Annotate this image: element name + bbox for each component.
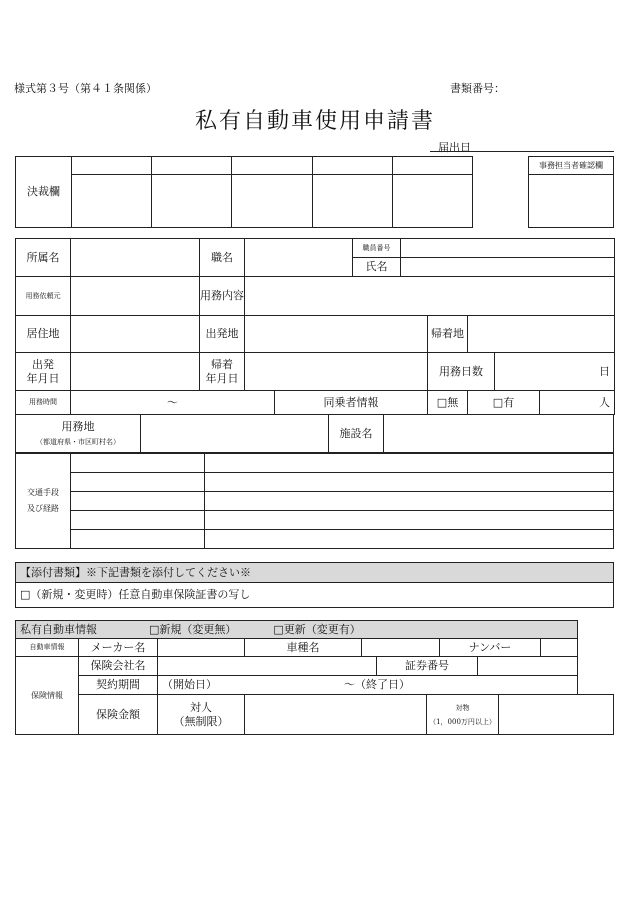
return-date-label: 帰着 年月日 [200, 353, 245, 391]
car-info-label: 自動車情報 [16, 639, 79, 657]
document-number-label: 書類番号： [450, 82, 505, 95]
name-field[interactable] [401, 258, 615, 277]
dept-label: 所属名 [16, 239, 71, 277]
transport-mode-field[interactable] [71, 529, 205, 548]
approval-stamp-header [232, 157, 312, 175]
requester-label: 用務依頼元 [16, 277, 71, 316]
dept-field[interactable] [71, 239, 200, 277]
approval-stamp-header [312, 157, 392, 175]
amount-label: 保険金額 [79, 695, 158, 735]
new-checkbox[interactable]: □新規（変更無） [149, 622, 237, 636]
time-label: 用務時間 [16, 391, 71, 415]
approval-stamp-header [392, 157, 472, 175]
maker-label: メーカー名 [79, 639, 158, 657]
approval-stamp-box[interactable] [312, 175, 392, 228]
facility-label: 施設名 [329, 415, 384, 453]
staff-check-label: 事務担当者確認欄 [529, 157, 614, 175]
requester-field[interactable] [71, 277, 200, 316]
approval-stamp-header [72, 157, 152, 175]
staff-number-label: 職員番号 [353, 239, 401, 258]
departure-date-label: 出発 年月日 [16, 353, 71, 391]
page-title: 私有自動車使用申請書 [194, 109, 435, 134]
approval-label: 決裁欄 [16, 157, 72, 228]
location-field[interactable] [141, 415, 329, 453]
time-field[interactable]: 〜 [71, 391, 275, 415]
staff-check-box[interactable] [529, 175, 614, 228]
departure-date-field[interactable] [71, 353, 200, 391]
transport-mode-field[interactable] [71, 510, 205, 529]
transport-route-field[interactable] [205, 491, 614, 510]
approval-stamp-header [152, 157, 232, 175]
person-coverage-field[interactable] [245, 695, 427, 735]
transport-route-field[interactable] [205, 472, 614, 491]
return-date-field[interactable] [245, 353, 428, 391]
approval-table [15, 156, 473, 228]
passenger-count-field[interactable]: 人 [540, 391, 615, 415]
renew-checkbox[interactable]: □更新（変更有） [273, 622, 361, 636]
purpose-field[interactable] [245, 277, 615, 316]
return-place-field[interactable] [468, 316, 615, 353]
purpose-label: 用務内容 [200, 277, 245, 316]
car-info-header: 私有自動車情報 □新規（変更無） □更新（変更有） [16, 621, 578, 639]
passenger-yes-checkbox[interactable]: □有 [468, 391, 540, 415]
approval-stamp-box[interactable] [72, 175, 152, 228]
position-label: 職名 [200, 239, 245, 277]
period-label: 契約期間 [79, 676, 158, 695]
number-field[interactable] [541, 639, 578, 657]
transport-route-field[interactable] [205, 454, 614, 473]
insurance-copy-checkbox[interactable]: □（新規・変更時）任意自動車保険証書の写し [16, 583, 614, 608]
transport-mode-field[interactable] [71, 454, 205, 473]
model-label: 車種名 [245, 639, 362, 657]
attachments-header: 【添付書類】※下記書類を添付してください※ [16, 563, 614, 583]
filing-date-label: 届出日 [438, 141, 471, 154]
attachments-table [15, 562, 614, 608]
property-coverage-label: 対物 （1，000万円以上） [427, 695, 499, 735]
position-field[interactable] [245, 239, 353, 277]
transport-route-field[interactable] [205, 510, 614, 529]
departure-place-field[interactable] [245, 316, 428, 353]
passenger-none-checkbox[interactable]: □無 [428, 391, 468, 415]
car-info-table [15, 620, 614, 735]
location-label: 用務地 （都道府県・市区町村名） [16, 415, 141, 453]
transport-label: 交通手段 及び経路 [16, 454, 71, 549]
insurance-info-label: 保険情報 [16, 657, 79, 735]
company-field[interactable] [158, 657, 377, 676]
days-label: 用務日数 [428, 353, 495, 391]
residence-label: 居住地 [16, 316, 71, 353]
filing-date-line [430, 151, 614, 152]
company-label: 保険会社名 [79, 657, 158, 676]
departure-place-label: 出発地 [200, 316, 245, 353]
return-place-label: 帰着地 [428, 316, 468, 353]
transport-mode-field[interactable] [71, 472, 205, 491]
maker-field[interactable] [158, 639, 245, 657]
passenger-label: 同乗者情報 [275, 391, 428, 415]
location-table [15, 414, 614, 453]
approval-stamp-box[interactable] [392, 175, 472, 228]
facility-field[interactable] [384, 415, 614, 453]
transport-mode-field[interactable] [71, 491, 205, 510]
form-number: 様式第３号（第４１条関係） [14, 82, 157, 95]
staff-number-field[interactable] [401, 239, 615, 258]
approval-stamp-box[interactable] [232, 175, 312, 228]
person-coverage-label: 対人 （無制限） [158, 695, 245, 735]
main-info-table [15, 238, 615, 415]
period-field[interactable]: （開始日） 〜（終了日） [158, 676, 578, 695]
transport-route-field[interactable] [205, 529, 614, 548]
policy-number-label: 証券番号 [377, 657, 478, 676]
residence-field[interactable] [71, 316, 200, 353]
policy-number-field[interactable] [478, 657, 578, 676]
model-field[interactable] [362, 639, 440, 657]
approval-stamp-box[interactable] [152, 175, 232, 228]
name-label: 氏名 [353, 258, 401, 277]
property-coverage-field[interactable] [499, 695, 614, 735]
staff-check-table [528, 156, 614, 228]
days-field[interactable]: 日 [495, 353, 615, 391]
number-label: ナンバー [440, 639, 541, 657]
transport-table [15, 453, 614, 549]
